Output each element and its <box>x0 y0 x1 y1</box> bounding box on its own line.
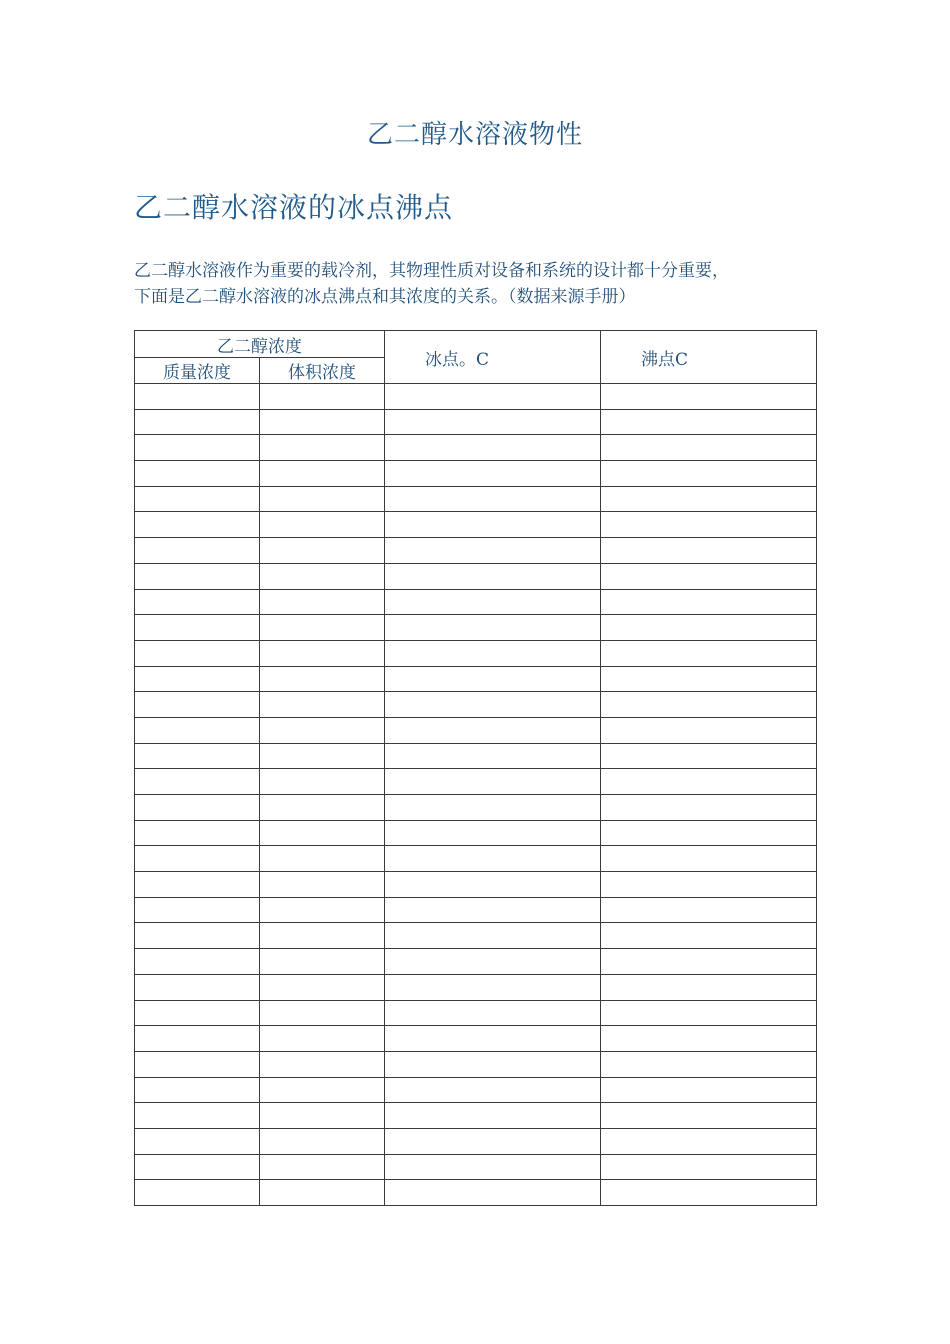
table-row <box>135 615 817 641</box>
table-row <box>135 538 817 564</box>
table-row <box>135 666 817 692</box>
table-cell <box>601 384 817 410</box>
table-row <box>135 974 817 1000</box>
table-cell <box>601 717 817 743</box>
table-row <box>135 640 817 666</box>
table-cell <box>135 692 260 718</box>
table-cell <box>260 538 385 564</box>
table-row <box>135 1051 817 1077</box>
table-cell <box>135 615 260 641</box>
table-cell <box>135 974 260 1000</box>
table-row <box>135 563 817 589</box>
table-cell <box>260 846 385 872</box>
table-cell <box>260 512 385 538</box>
document-title: 乙二醇水溶液物性 <box>366 120 583 150</box>
table-cell <box>601 486 817 512</box>
table-cell <box>135 795 260 821</box>
table-cell <box>385 1103 601 1129</box>
table-cell <box>260 872 385 898</box>
table-cell <box>260 409 385 435</box>
table-cell <box>385 923 601 949</box>
table-cell <box>260 640 385 666</box>
table-row <box>135 743 817 769</box>
table-cell <box>385 1026 601 1052</box>
table-row <box>135 461 817 487</box>
table-cell <box>260 589 385 615</box>
table-cell <box>385 1180 601 1206</box>
table-row <box>135 1103 817 1129</box>
table-cell <box>260 384 385 410</box>
table-cell <box>385 692 601 718</box>
table-cell <box>601 820 817 846</box>
table-row <box>135 1026 817 1052</box>
table-row <box>135 717 817 743</box>
table-cell <box>260 615 385 641</box>
table-cell <box>260 1000 385 1026</box>
header-boiling-point: 沸点C <box>601 331 817 384</box>
table-cell <box>385 589 601 615</box>
table-row <box>135 1154 817 1180</box>
header-mass-concentration: 质量浓度 <box>135 358 260 384</box>
table-cell <box>601 1077 817 1103</box>
table-cell <box>385 717 601 743</box>
table-cell <box>135 923 260 949</box>
header-freezing-point: 冰点。C <box>385 331 601 384</box>
table-cell <box>135 743 260 769</box>
table-cell <box>135 1026 260 1052</box>
table-cell <box>601 461 817 487</box>
table-row <box>135 692 817 718</box>
table-cell <box>385 409 601 435</box>
table-cell <box>385 795 601 821</box>
table-cell <box>385 897 601 923</box>
table-cell <box>135 1077 260 1103</box>
table-row <box>135 795 817 821</box>
table-cell <box>135 666 260 692</box>
table-cell <box>601 1051 817 1077</box>
table-cell <box>385 486 601 512</box>
table-cell <box>260 743 385 769</box>
table-cell <box>135 1000 260 1026</box>
table-cell <box>601 409 817 435</box>
header-glycol-concentration: 乙二醇浓度 <box>135 331 385 358</box>
table-cell <box>385 1000 601 1026</box>
table-cell <box>135 897 260 923</box>
table-row <box>135 949 817 975</box>
table-cell <box>385 1128 601 1154</box>
table-cell <box>135 563 260 589</box>
table-cell <box>601 1000 817 1026</box>
table-cell <box>260 974 385 1000</box>
table-row <box>135 486 817 512</box>
table-cell <box>601 563 817 589</box>
table-cell <box>385 974 601 1000</box>
table-cell <box>260 1026 385 1052</box>
table-cell <box>601 640 817 666</box>
table-cell <box>601 589 817 615</box>
table-cell <box>601 1103 817 1129</box>
table-cell <box>601 1180 817 1206</box>
table-cell <box>135 1051 260 1077</box>
table-row <box>135 589 817 615</box>
table-cell <box>385 512 601 538</box>
table-cell <box>135 1128 260 1154</box>
table-cell <box>385 872 601 898</box>
table-cell <box>135 1103 260 1129</box>
table-cell <box>601 1154 817 1180</box>
table-cell <box>135 589 260 615</box>
table-cell <box>260 897 385 923</box>
intro-paragraph <box>134 258 824 310</box>
table-cell <box>601 795 817 821</box>
table-cell <box>601 872 817 898</box>
table-row <box>135 409 817 435</box>
table-cell <box>385 743 601 769</box>
intro-line-2: 下面是乙二醇水溶液的冰点沸点和其浓度的关系。（数据来源手册） <box>134 287 636 307</box>
table-row <box>135 846 817 872</box>
table-row <box>135 769 817 795</box>
table-cell <box>135 1154 260 1180</box>
table-cell <box>260 923 385 949</box>
table-cell <box>260 1103 385 1129</box>
table-cell <box>135 461 260 487</box>
table-cell <box>385 1077 601 1103</box>
table-cell <box>260 486 385 512</box>
table-cell <box>260 1128 385 1154</box>
table-cell <box>260 1051 385 1077</box>
table-cell <box>260 1154 385 1180</box>
table-row <box>135 872 817 898</box>
table-cell <box>601 615 817 641</box>
table-cell <box>135 949 260 975</box>
table-cell <box>601 1128 817 1154</box>
table-cell <box>385 640 601 666</box>
table-cell <box>260 717 385 743</box>
table-row <box>135 512 817 538</box>
table-cell <box>135 846 260 872</box>
table-row <box>135 1128 817 1154</box>
table-cell <box>601 435 817 461</box>
table-row <box>135 1077 817 1103</box>
table-cell <box>385 949 601 975</box>
table-cell <box>601 949 817 975</box>
table-cell <box>260 461 385 487</box>
table-row <box>135 897 817 923</box>
table-cell <box>135 409 260 435</box>
table-cell <box>135 384 260 410</box>
table-cell <box>385 820 601 846</box>
intro-line-1: 乙二醇水溶液作为重要的载冷剂，其物理性质对设备和系统的设计都十分重要， <box>134 261 729 281</box>
table-row <box>135 820 817 846</box>
table-cell <box>260 769 385 795</box>
table-cell <box>601 666 817 692</box>
section-heading: 乙二醇水溶液的冰点沸点 <box>134 191 454 224</box>
table-cell <box>601 538 817 564</box>
table-cell <box>385 563 601 589</box>
table-cell <box>601 692 817 718</box>
table-cell <box>135 717 260 743</box>
table-cell <box>385 435 601 461</box>
table-cell <box>601 769 817 795</box>
table-cell <box>135 435 260 461</box>
table-cell <box>601 974 817 1000</box>
table-cell <box>601 512 817 538</box>
table-cell <box>260 666 385 692</box>
table-row <box>135 384 817 410</box>
table-cell <box>260 795 385 821</box>
table-cell <box>385 1154 601 1180</box>
table-cell <box>385 615 601 641</box>
table-cell <box>385 1051 601 1077</box>
table-row <box>135 435 817 461</box>
table-cell <box>385 666 601 692</box>
table-cell <box>260 563 385 589</box>
table-cell <box>135 820 260 846</box>
header-volume-concentration: 体积浓度 <box>260 358 385 384</box>
table-cell <box>135 538 260 564</box>
table-cell <box>601 846 817 872</box>
table-cell <box>385 846 601 872</box>
table-row <box>135 1180 817 1206</box>
freezing-boiling-table <box>134 330 817 1206</box>
table-cell <box>260 692 385 718</box>
table-cell <box>135 769 260 795</box>
table-cell <box>601 743 817 769</box>
table-cell <box>260 1077 385 1103</box>
table-cell <box>601 1026 817 1052</box>
table-cell <box>260 435 385 461</box>
table-cell <box>260 820 385 846</box>
table-cell <box>385 538 601 564</box>
table-cell <box>601 897 817 923</box>
table-cell <box>135 640 260 666</box>
table-cell <box>135 1180 260 1206</box>
table-row <box>135 923 817 949</box>
table-cell <box>385 384 601 410</box>
table-cell <box>385 461 601 487</box>
table-cell <box>601 923 817 949</box>
table-cell <box>135 872 260 898</box>
table-cell <box>135 512 260 538</box>
table-cell <box>385 769 601 795</box>
table-body <box>135 384 817 1206</box>
table-cell <box>135 486 260 512</box>
table-cell <box>260 949 385 975</box>
table-cell <box>260 1180 385 1206</box>
table-row <box>135 1000 817 1026</box>
